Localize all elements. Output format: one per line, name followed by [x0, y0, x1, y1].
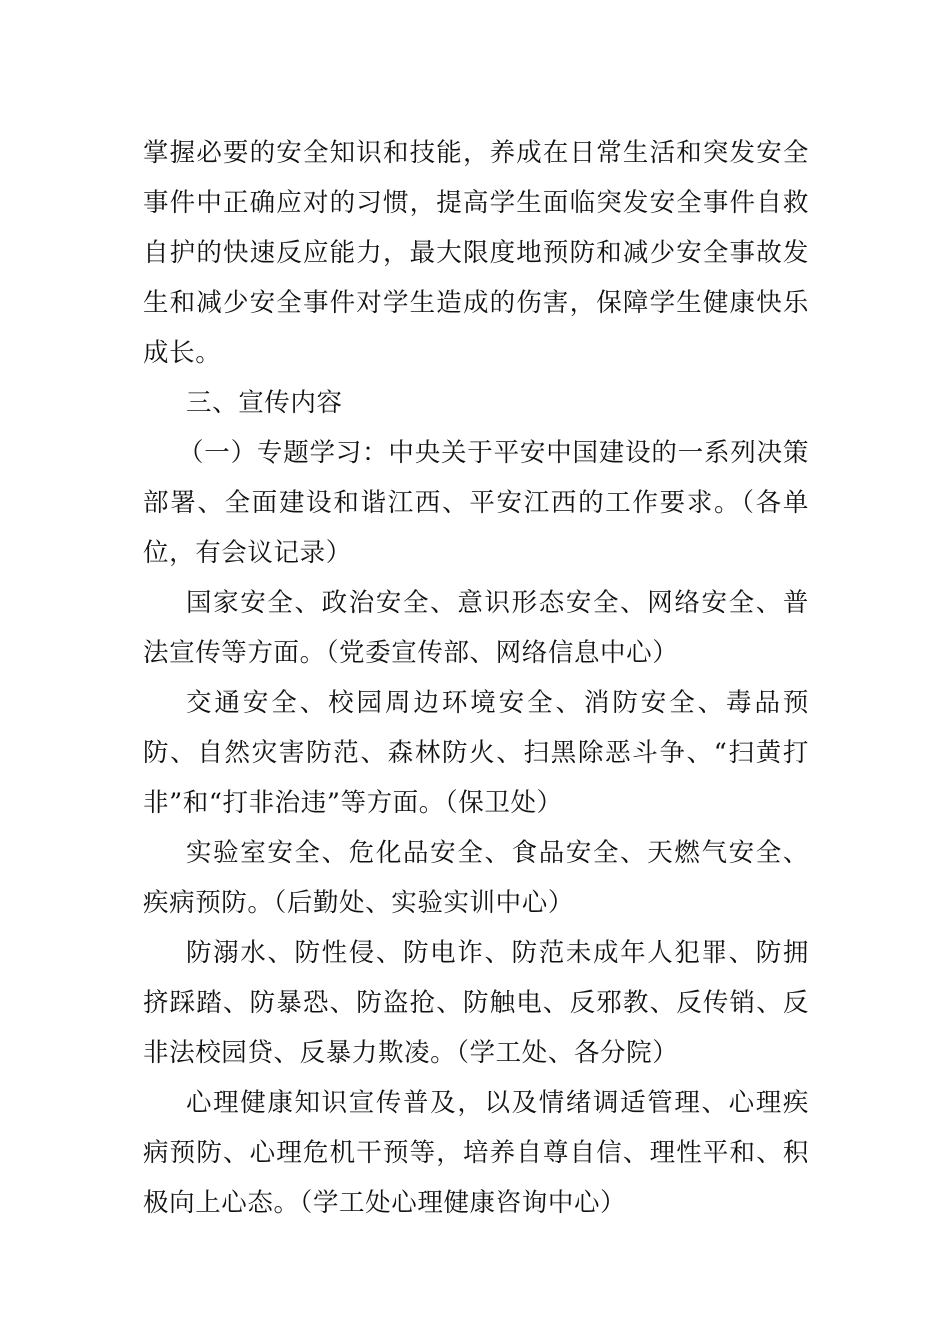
paragraph-special-study: （一）专题学习：中央关于平安中国建设的一系列决策部署、全面建设和谐江西、平安江西的工作要求。（各单位，有会议记录）: [143, 438, 809, 568]
paragraph-national-security: 国家安全、政治安全、意识形态安全、网络安全、普法宣传等方面。（党委宣传部、网络信息中心）: [143, 588, 809, 668]
section-heading-publicity-content: 三、宣传内容: [186, 388, 343, 418]
paragraph-lab-safety: 实验室安全、危化品安全、食品安全、天燃气安全、疾病预防。（后勤处、实验实训中心）: [143, 838, 809, 918]
paragraph-drowning-prevention: 防溺水、防性侵、防电诈、防范未成年人犯罪、防拥挤踩踏、防暴恐、防盗抢、防触电、反邪教、反传销、反非法校园贷、反暴力欺凌。（学工处、各分院）: [143, 938, 809, 1068]
paragraph-traffic-safety: 交通安全、校园周边环境安全、消防安全、毒品预防、自然灾害防范、森林防火、扫黑除恶斗争、“扫黄打非”和“打非治违”等方面。（保卫处）: [143, 688, 809, 818]
paragraph-purpose-continuation: 掌握必要的安全知识和技能，养成在日常生活和突发安全事件中正确应对的习惯，提高学生面临突发安全事件自救自护的快速反应能力，最大限度地预防和减少安全事故发生和减少安全事件对学生造成的伤害，保障学生健康快乐成长。: [143, 138, 809, 368]
paragraph-mental-health: 心理健康知识宣传普及，以及情绪调适管理、心理疾病预防、心理危机干预等，培养自尊自信、理性平和、积极向上心态。（学工处心理健康咨询中心）: [143, 1088, 809, 1218]
document-body: [143, 128, 809, 1228]
